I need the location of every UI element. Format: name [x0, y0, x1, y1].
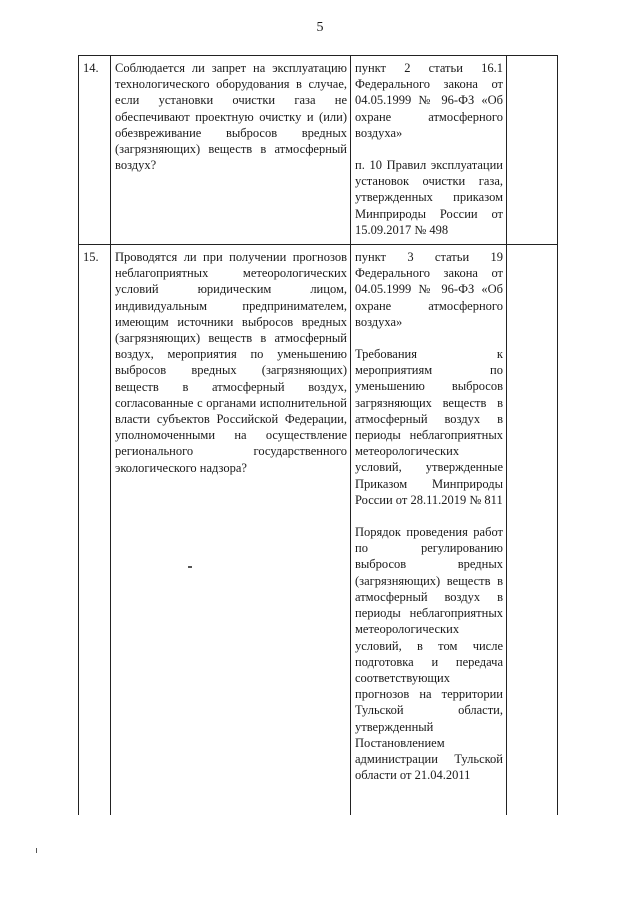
reference-text: пункт 3 статьи 19 Федерального закона от 04.05.1999 № 96-ФЗ «Об охране атмосферного воздуха» [355, 250, 503, 329]
reference-cell [351, 245, 507, 816]
checklist-table [78, 55, 558, 815]
page-number: 5 [316, 20, 324, 35]
question-text: Проводятся ли при получении прогнозов неблагоприятных метеорологических условий юридическим лицом, индивидуальным предпринимателем, имеющим источники выбросов вредных (загрязняющих) веществ в атмосферный воздух, мероприятия по уменьшению выбросов вредных (загрязняющих) веществ в атмосферный воздух, согласованные с органами исполнительной власти субъектов Российской Федерации, уполномоченными на осуществление регионального государственного экологического надзора? [115, 250, 347, 475]
row-number: 15. [79, 245, 111, 816]
reference-text: Порядок проведения работ по регулированию выбросов вредных (загрязняющих) веществ в атмосферный воздух в периоды неблагоприятных метеорологических условий, в том числе подготовка и передача соответствующих прогнозов на территории Тульской области, утвержденный Постановлением администрации Тульской области от 21.04.2011 [355, 525, 503, 783]
question-text: Соблюдается ли запрет на эксплуатацию технологического оборудования в случае, если установки очистки газа не обеспечивают проектную очистку и (или) обезвреживание выбросов вредных (загрязняющих) веществ в атмосферный воздух? [115, 61, 347, 173]
table-row [79, 245, 558, 816]
question-cell [111, 245, 351, 816]
question-cell [111, 56, 351, 245]
scan-speck [188, 566, 192, 568]
answer-cell [507, 56, 558, 245]
scan-speck [36, 848, 37, 853]
reference-cell [351, 56, 507, 245]
reference-text: Требования к мероприятиям по уменьшению выбросов загрязняющих веществ в атмосферный воздух в периоды неблагоприятных метеорологических условий, утвержденные Приказом Минприроды России от 28.11.2019 № 811 [355, 347, 503, 507]
answer-cell [507, 245, 558, 816]
reference-text: пункт 2 статьи 16.1 Федерального закона от 04.05.1999 № 96-ФЗ «Об охране атмосферного воздуха» [355, 61, 503, 140]
reference-text: п. 10 Правил эксплуатации установок очистки газа, утвержденных приказом Минприроды России от 15.09.2017 № 498 [355, 158, 503, 237]
row-number: 14. [79, 56, 111, 245]
table-row [79, 56, 558, 245]
